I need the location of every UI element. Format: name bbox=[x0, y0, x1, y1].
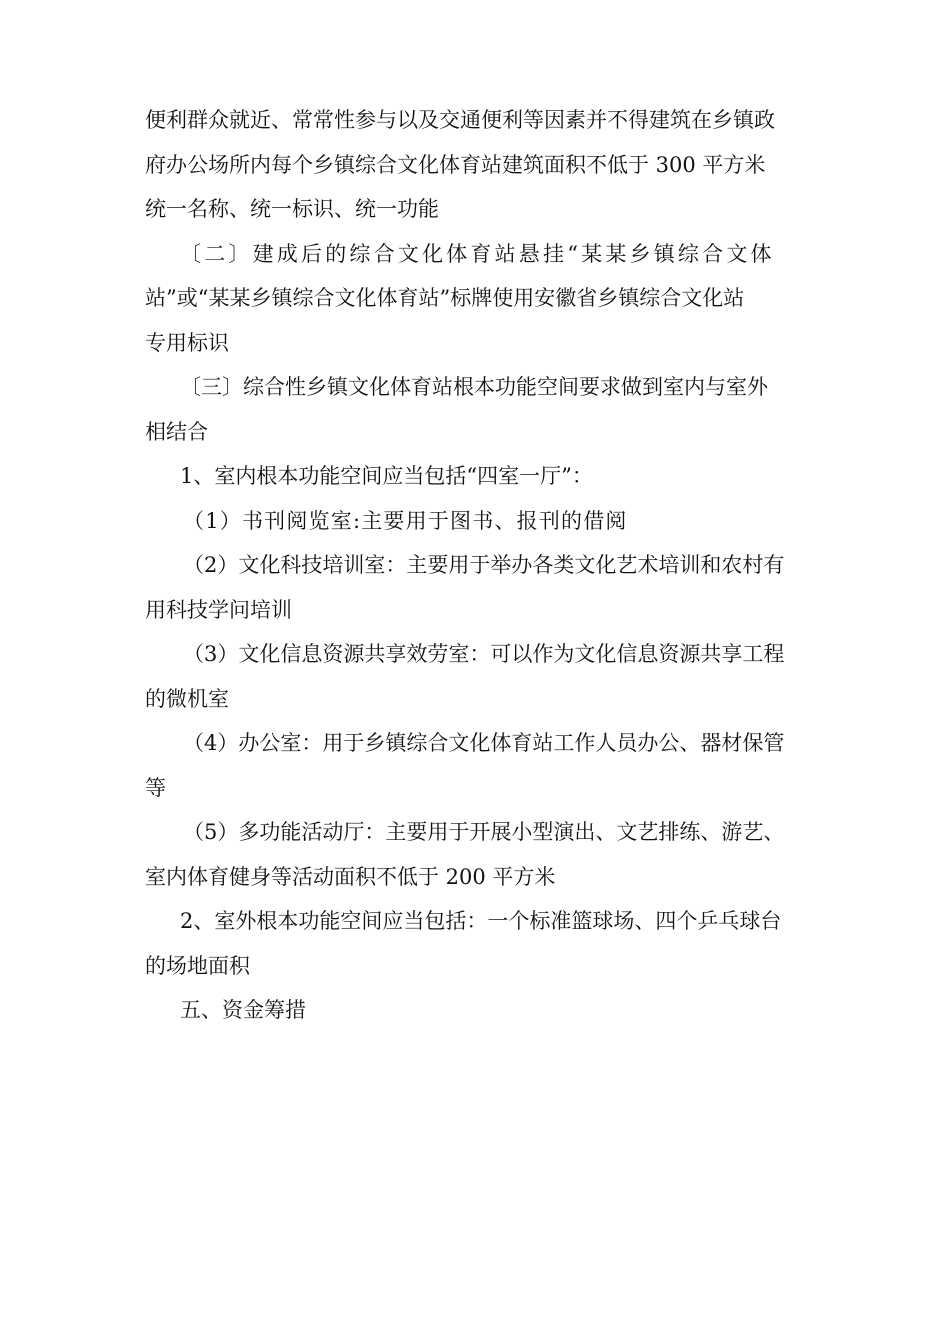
paragraph-3-heading: 〔三〕综合性乡镇文化体育站根本功能空间要求做到室内与室外 bbox=[180, 375, 768, 399]
paragraph-2-heading: 〔二〕建成后的综合文化体育站悬挂“某某乡镇综合文体 bbox=[180, 241, 775, 266]
text-line: 站”或“某某乡镇综合文化体育站”标牌使用安徽省乡镇综合文化站 bbox=[145, 286, 745, 310]
text-line: 相结合 bbox=[145, 419, 208, 444]
text-line: 便利群众就近、常常性参与以及交通便利等因素并不得建筑在乡镇政 bbox=[145, 108, 775, 132]
text-line: 室内体育健身等活动面积不低于 200 平方米 bbox=[145, 864, 556, 889]
text-line: 统一名称、统一标识、统一功能 bbox=[145, 197, 439, 221]
list-item: （3）文化信息资源共享效劳室：可以作为文化信息资源共享工程 bbox=[183, 642, 785, 666]
text-line: 等 bbox=[145, 775, 166, 800]
text-line: 的微机室 bbox=[145, 686, 229, 711]
text-line: 府办公场所内每个乡镇综合文化体育站建筑面积不低于 300 平方米 bbox=[145, 152, 766, 177]
text-line: 专用标识 bbox=[145, 330, 229, 355]
list-item: （1）书刊阅览室:主要用于图书、报刊的借阅 bbox=[183, 508, 628, 533]
section-heading-funding: 五、资金筹措 bbox=[180, 998, 306, 1022]
text-line: 用科技学问培训 bbox=[145, 597, 292, 622]
text-line: 的场地面积 bbox=[145, 953, 250, 978]
list-item: （4）办公室：用于乡镇综合文化体育站工作人员办公、器材保管 bbox=[183, 731, 785, 755]
list-item: （2）文化科技培训室：主要用于举办各类文化艺术培训和农村有 bbox=[183, 553, 785, 577]
outdoor-section-heading: 2、室外根本功能空间应当包括：一个标准篮球场、四个乒乓球台 bbox=[180, 909, 782, 933]
document-body bbox=[145, 98, 815, 1033]
list-item: （5）多功能活动厅：主要用于开展小型演出、文艺排练、游艺、 bbox=[183, 820, 785, 844]
indoor-section-heading: 1、室内根本功能空间应当包括“四室一厅”： bbox=[180, 464, 593, 488]
